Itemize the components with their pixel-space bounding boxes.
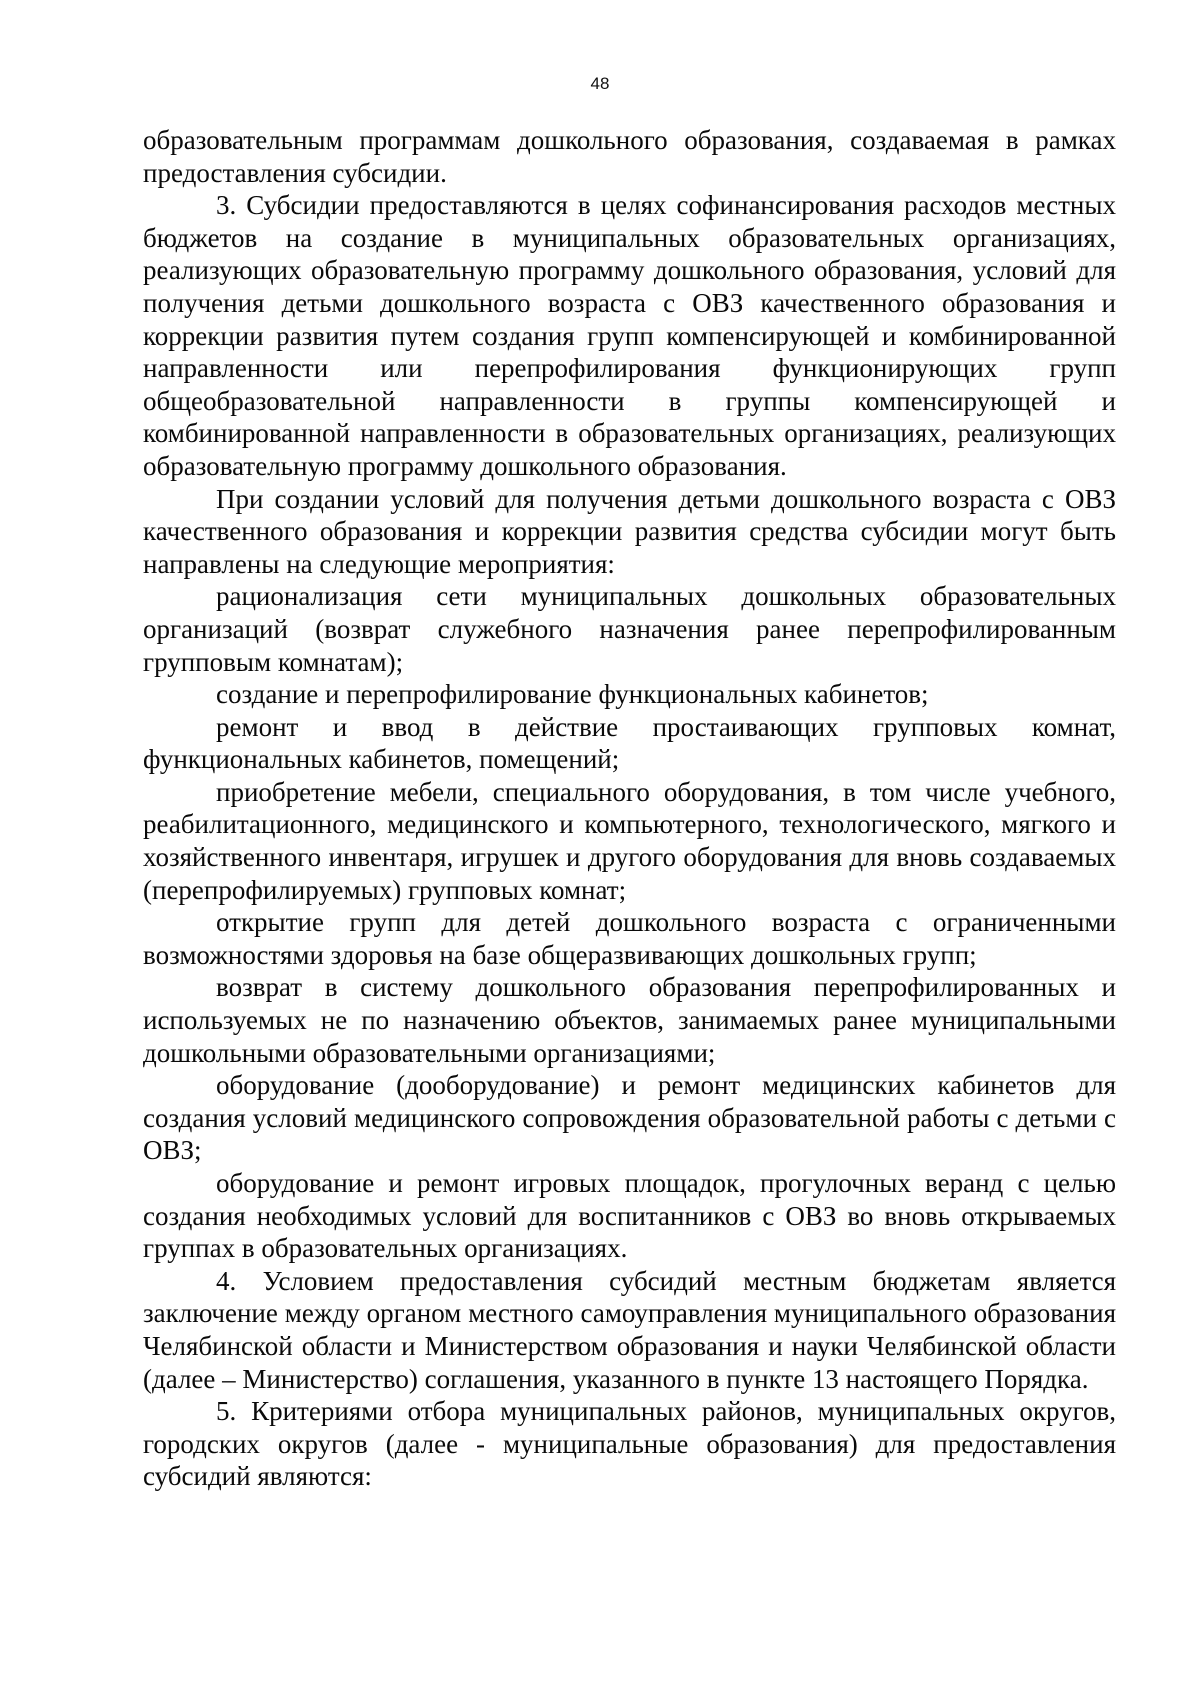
measure-repair-rooms: ремонт и ввод в действие простаивающих групповых комнат, функциональных кабинетов, помещений; (143, 711, 1116, 775)
paragraph-item-3: 3. Субсидии предоставляются в целях софинансирования расходов местных бюджетов на создание в муниципальных образовательных организациях, реализующих образовательную программу дошкольного образования, условий для получения детьми дошкольного возраста с ОВЗ качественного образования и коррекции развития путем создания групп компенсирующей и комбинированной направленности или перепрофилирования функционирующих групп общеобразовательной направленности в группы компенсирующей и комбинированной направленности в образовательных организациях, реализующих образовательную программу дошкольного образования. (143, 190, 1116, 481)
document-body (143, 124, 1116, 1493)
paragraph-continuation: образовательным программам дошкольного образования, создаваемая в рамках предоставления субсидии. (143, 125, 1116, 188)
measure-rationalization: рационализация сети муниципальных дошкольных образовательных организаций (возврат служебного назначения ранее перепрофилированным групповым комнатам); (143, 581, 1116, 677)
paragraph-measures-intro: При создании условий для получения детьми дошкольного возраста с ОВЗ качественного образования и коррекции развития средства субсидии могут быть направлены на следующие мероприятия: (143, 483, 1116, 579)
measure-equipment-purchase: приобретение мебели, специального оборудования, в том числе учебного, реабилитационного, медицинского и компьютерного, технологического, мягкого и хозяйственного инвентаря, игрушек и другого оборудования для вновь создаваемых (перепрофилируемых) групповых комнат; (143, 776, 1116, 905)
measure-return-objects: возврат в систему дошкольного образования перепрофилированных и используемых не по назначению объектов, занимаемых ранее муниципальными дошкольными образовательными организациями; (143, 972, 1116, 1068)
measure-open-groups: открытие групп для детей дошкольного возраста с ограниченными возможностями здоровья на базе общеразвивающих дошкольных групп; (143, 907, 1116, 970)
paragraph-item-5: 5. Критериями отбора муниципальных районов, муниципальных округов, городских округов (далее - муниципальные образования) для предоставления субсидий являются: (143, 1396, 1116, 1492)
measure-playgrounds: оборудование и ремонт игровых площадок, прогулочных веранд с целью создания необходимых условий для воспитанников с ОВЗ во вновь открываемых группах в образовательных организациях. (143, 1168, 1116, 1264)
page-number: 48 (590, 74, 610, 93)
paragraph-item-4: 4. Условием предоставления субсидий местным бюджетам является заключение между органом местного самоуправления муниципального образования Челябинской области и Министерством образования и науки Челябинской области (далее – Министерство) соглашения, указанного в пункте 13 настоящего Порядка. (143, 1265, 1116, 1394)
measure-cabinets: создание и перепрофилирование функциональных кабинетов; (216, 679, 929, 710)
measure-medical-cabinets: оборудование (дооборудование) и ремонт медицинских кабинетов для создания условий медицинского сопровождения образовательной работы с детьми с ОВЗ; (143, 1070, 1116, 1166)
